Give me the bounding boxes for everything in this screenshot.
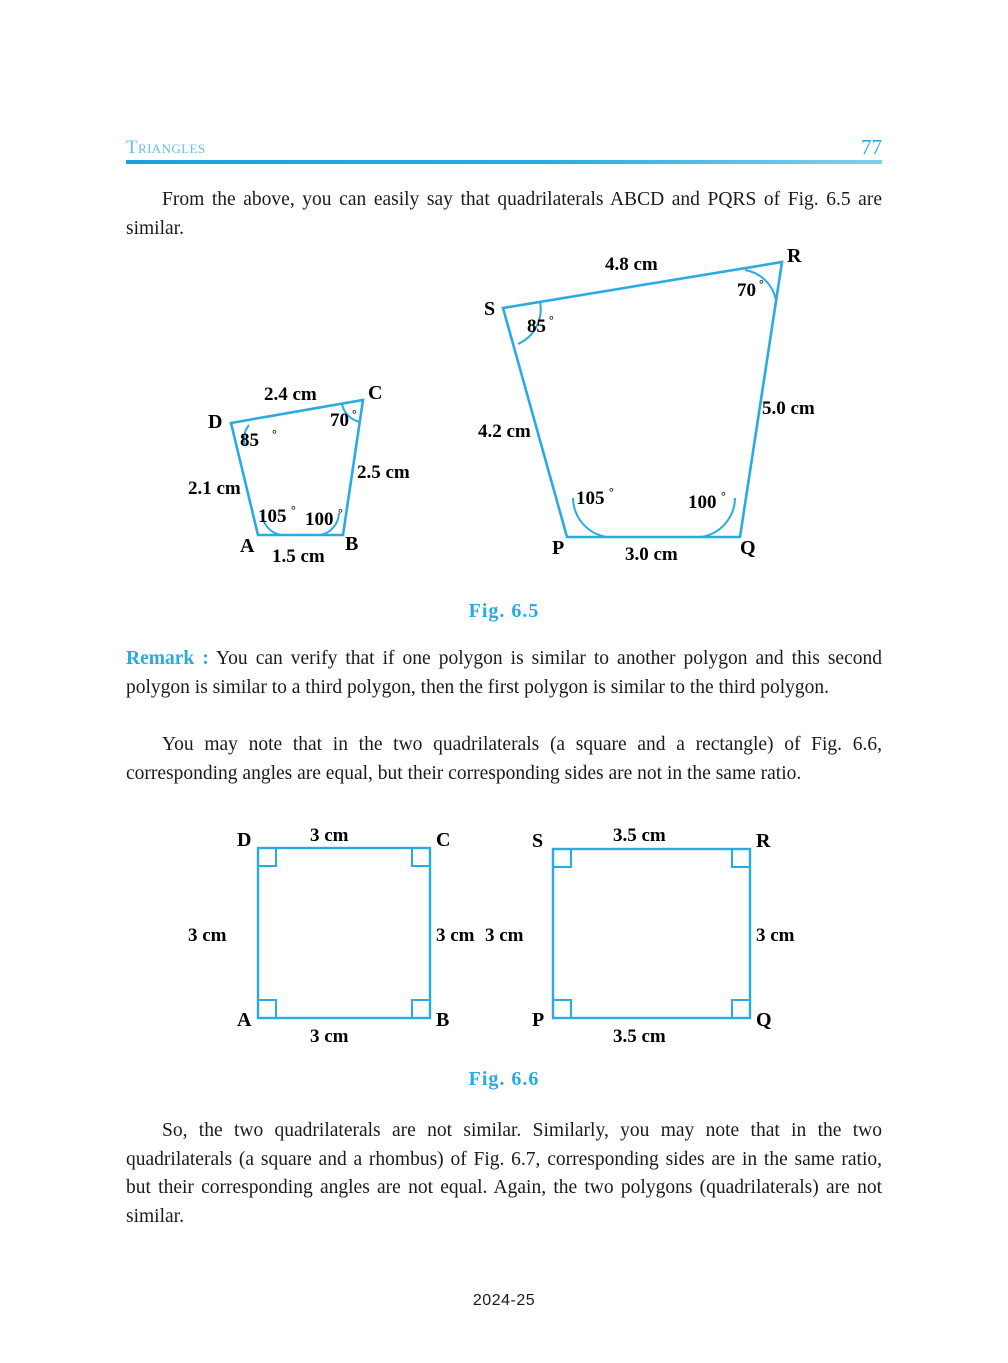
rectangle-pqrs-right-angle-s xyxy=(553,849,571,867)
abcd-side-label-ad: 2.1 cm xyxy=(188,478,241,499)
svg-text:°: ° xyxy=(759,277,764,291)
rectangle-pqrs-vertex-label-s: S xyxy=(532,830,544,852)
quadrilateral-pqrs xyxy=(478,245,815,565)
pqrs-side-label-pq: 3.0 cm xyxy=(625,544,678,565)
figure-6-6 xyxy=(0,820,1008,1050)
svg-text:°: ° xyxy=(609,485,614,499)
figure-6-5-canvas xyxy=(0,232,1008,582)
square-abcd-side-label-top: 3 cm xyxy=(310,825,349,846)
square-abcd-side-label-right: 3 cm xyxy=(436,925,475,946)
paragraph-conclusion xyxy=(126,1117,882,1231)
abcd-vertex-label-c: C xyxy=(368,382,383,404)
svg-text:70: 70 xyxy=(330,410,349,431)
square-abcd-outline xyxy=(258,848,430,1018)
pqrs-side-label-rq: 5.0 cm xyxy=(762,398,815,419)
running-header xyxy=(126,135,882,164)
svg-text:100: 100 xyxy=(305,509,334,530)
abcd-side-label-cb: 2.5 cm xyxy=(357,462,410,483)
paragraph-conclusion-text: So, the two quadrilaterals are not similar. Similarly, you may note that in the two quadrilaterals (a square and a rhombus) of Fig. 6.7, corresponding sides are in the same ratio, but their corresponding angles are not equal. Again, the two polygons (quadrilaterals) are not similar. xyxy=(126,1120,882,1227)
remark-text: You can verify that if one polygon is similar to another polygon and this second polygon is similar to a third polygon, then the first polygon is similar to the third polygon. xyxy=(126,648,882,698)
pqrs-side-label-ps: 4.2 cm xyxy=(478,421,531,442)
remark-label: Remark : xyxy=(126,648,209,669)
square-abcd-right-angle-d xyxy=(258,848,276,866)
pqrs-angle-label-p xyxy=(576,485,614,509)
square-abcd-right-angle-a xyxy=(258,1000,276,1018)
abcd-side-label-ab: 1.5 cm xyxy=(272,546,325,567)
rectangle-pqrs xyxy=(485,825,795,1047)
chapter-title: Triangles xyxy=(126,137,206,158)
square-abcd xyxy=(188,825,475,1047)
square-abcd-side-label-left: 3 cm xyxy=(188,925,227,946)
rectangle-pqrs-right-angle-r xyxy=(732,849,750,867)
rectangle-pqrs-side-label-left: 3 cm xyxy=(485,925,524,946)
pqrs-angle-label-r xyxy=(737,277,764,301)
rectangle-pqrs-side-label-bottom: 3.5 cm xyxy=(613,1026,666,1047)
rectangle-pqrs-right-angle-q xyxy=(732,1000,750,1018)
pqrs-side-label-sr: 4.8 cm xyxy=(605,254,658,275)
square-abcd-vertex-label-d: D xyxy=(237,829,252,851)
paragraph-fig66-intro xyxy=(126,731,882,788)
abcd-angle-label-a xyxy=(258,503,296,527)
abcd-vertex-label-d: D xyxy=(208,411,223,433)
svg-text:85: 85 xyxy=(527,316,546,337)
pqrs-vertex-label-q: Q xyxy=(740,537,756,559)
rectangle-pqrs-outline xyxy=(553,849,750,1018)
figure-6-5-caption: Fig. 6.5 xyxy=(468,600,540,622)
page-number: 77 xyxy=(861,135,882,159)
rectangle-pqrs-side-label-top: 3.5 cm xyxy=(613,825,666,846)
quadrilateral-abcd xyxy=(188,382,410,567)
rectangle-pqrs-side-label-right: 3 cm xyxy=(756,925,795,946)
svg-text:°: ° xyxy=(291,503,296,517)
rectangle-pqrs-vertex-label-q: Q xyxy=(756,1009,772,1031)
abcd-vertex-label-a: A xyxy=(240,535,255,557)
paragraph-intro-text: From the above, you can easily say that quadrilaterals ABCD and PQRS of Fig. 6.5 are similar. xyxy=(126,189,882,239)
abcd-vertex-label-b: B xyxy=(345,533,359,555)
svg-text:105: 105 xyxy=(258,506,287,527)
svg-text:85: 85 xyxy=(240,430,259,451)
svg-text:°: ° xyxy=(352,407,357,421)
abcd-angle-label-b xyxy=(305,506,343,530)
paragraph-remark xyxy=(126,645,882,702)
square-abcd-vertex-label-b: B xyxy=(436,1009,450,1031)
rectangle-pqrs-vertex-label-r: R xyxy=(756,830,771,852)
pqrs-angle-label-q xyxy=(688,489,726,513)
square-abcd-side-label-bottom: 3 cm xyxy=(310,1026,349,1047)
page-footer: 2024-25 xyxy=(472,1292,536,1309)
square-abcd-vertex-label-c: C xyxy=(436,829,451,851)
abcd-angle-label-d xyxy=(240,427,277,451)
square-abcd-right-angle-b xyxy=(412,1000,430,1018)
svg-text:°: ° xyxy=(721,489,726,503)
pqrs-vertex-label-r: R xyxy=(787,245,802,267)
square-abcd-vertex-label-a: A xyxy=(237,1009,252,1031)
rectangle-pqrs-vertex-label-p: P xyxy=(532,1009,545,1031)
figure-6-6-canvas xyxy=(0,820,1008,1050)
svg-text:°: ° xyxy=(338,506,343,520)
square-abcd-right-angle-c xyxy=(412,848,430,866)
header-divider xyxy=(126,160,882,164)
rectangle-pqrs-right-angle-p xyxy=(553,1000,571,1018)
abcd-angle-label-c xyxy=(330,407,357,431)
pqrs-vertex-label-s: S xyxy=(484,298,496,320)
svg-text:100: 100 xyxy=(688,492,717,513)
svg-text:70: 70 xyxy=(737,280,756,301)
abcd-side-label-dc: 2.4 cm xyxy=(264,384,317,405)
svg-text:°: ° xyxy=(272,427,277,441)
paragraph-fig66-intro-text: You may note that in the two quadrilaterals (a square and a rectangle) of Fig. 6.6, corresponding angles are equal, but their corresponding sides are not in the same ratio. xyxy=(126,734,882,784)
figure-6-5 xyxy=(0,232,1008,582)
pqrs-angle-label-s xyxy=(527,313,554,337)
svg-text:°: ° xyxy=(549,313,554,327)
pqrs-vertex-label-p: P xyxy=(552,537,565,559)
svg-text:105: 105 xyxy=(576,488,605,509)
figure-6-6-caption: Fig. 6.6 xyxy=(468,1068,540,1090)
pqrs-outline xyxy=(503,262,782,537)
